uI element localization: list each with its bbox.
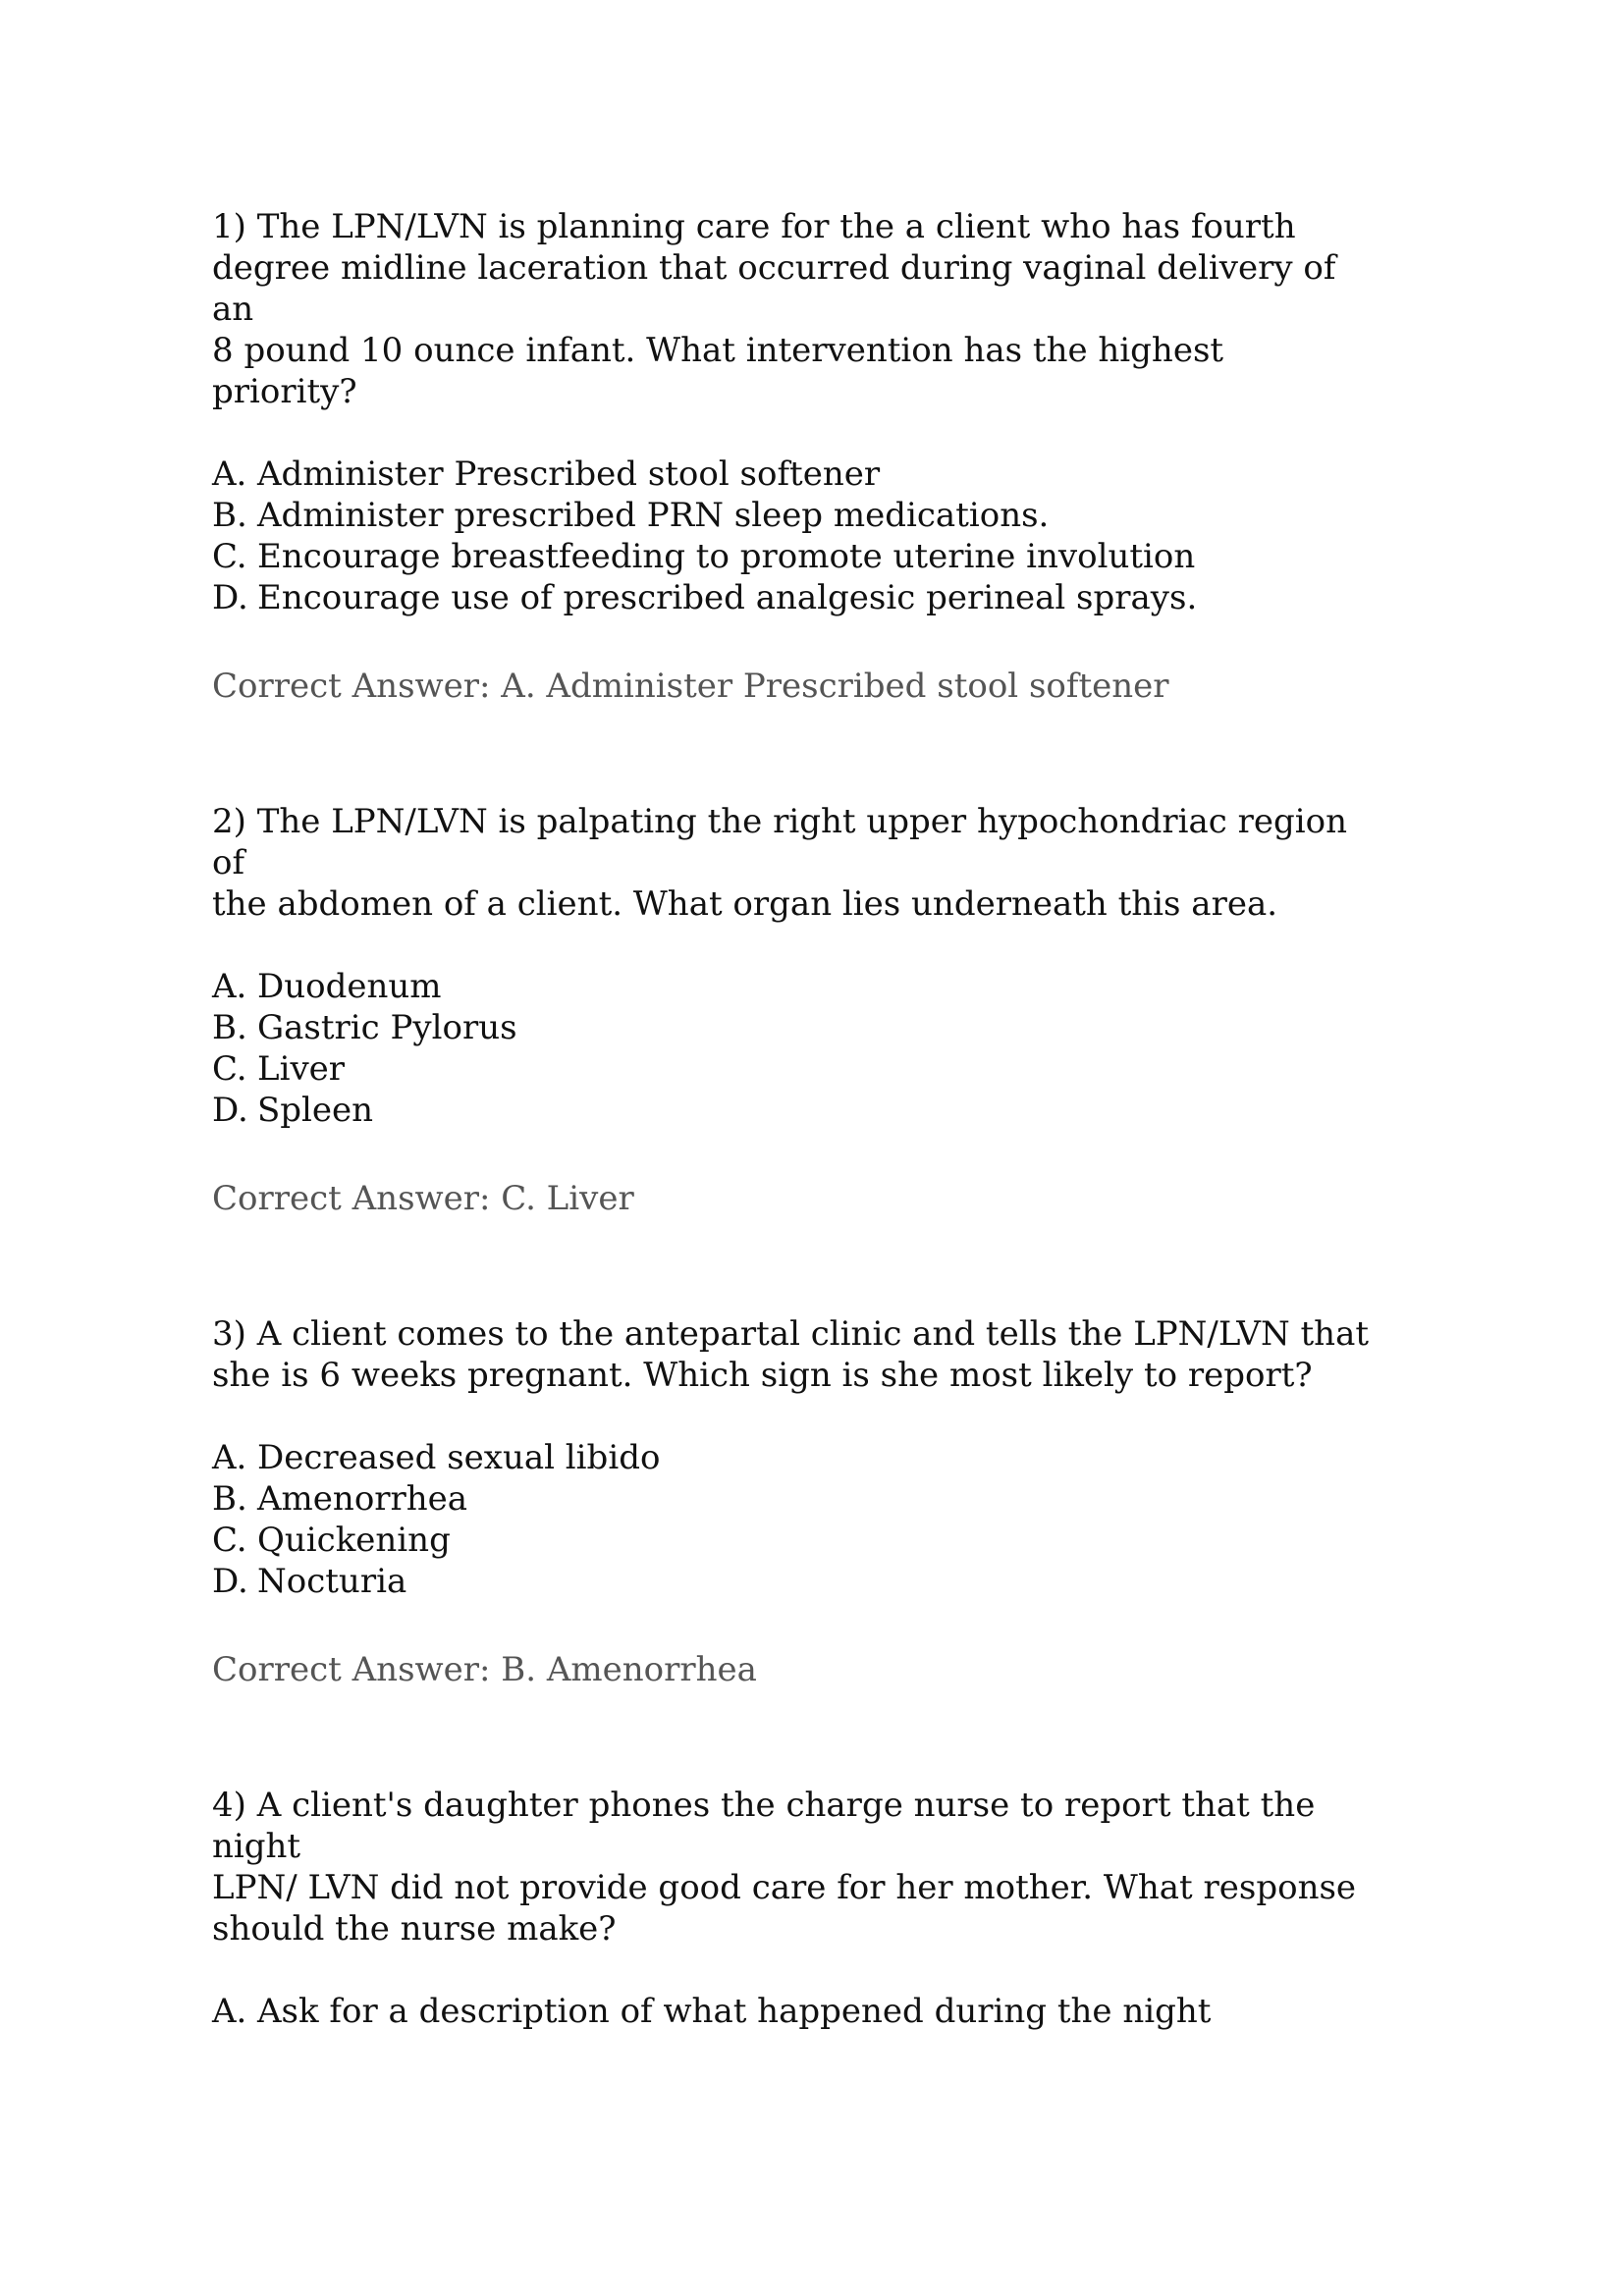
question-3 — [212, 1313, 1371, 1690]
spacer — [212, 707, 1371, 801]
option-b — [212, 1007, 1371, 1048]
option-text: Nocturia — [257, 1562, 407, 1601]
option-letter: B. — [212, 1479, 247, 1519]
option-a — [212, 454, 1371, 495]
option-text: Amenorrhea — [257, 1479, 468, 1519]
option-letter: A. — [212, 454, 247, 494]
option-text: Administer Prescribed stool softener — [257, 454, 881, 494]
option-letter: B. — [212, 1008, 247, 1047]
answer-options — [212, 454, 1371, 618]
correct-answer: Correct Answer: B. Amenorrhea — [212, 1650, 757, 1689]
question-1 — [212, 206, 1371, 707]
option-letter: A. — [212, 1992, 247, 2031]
option-text: Gastric Pylorus — [257, 1008, 517, 1047]
option-letter: C. — [212, 1049, 247, 1089]
option-letter: C. — [212, 537, 247, 576]
question-4 — [212, 1785, 1371, 2032]
option-text: Administer prescribed PRN sleep medications. — [257, 496, 1050, 535]
option-text: Quickening — [257, 1521, 451, 1560]
option-c — [212, 536, 1371, 577]
spacer — [212, 1219, 1371, 1313]
question-2 — [212, 801, 1371, 1219]
option-a — [212, 1437, 1371, 1478]
option-d — [212, 1561, 1371, 1602]
option-d — [212, 577, 1371, 618]
option-letter: D. — [212, 1562, 248, 1601]
option-letter: D. — [212, 578, 248, 617]
option-b — [212, 1478, 1371, 1520]
option-letter: D. — [212, 1091, 248, 1130]
option-text: Ask for a description of what happened during the night — [257, 1992, 1212, 2031]
question-text: 1) The LPN/LVN is planning care for the a client who has fourth degree midline laceration that occurred during vaginal delivery of an 8 pound 10 ounce infant. What intervention has the highest priority? — [212, 207, 1336, 411]
spacer — [212, 1690, 1371, 1785]
option-text: Encourage breastfeeding to promote uterine involution — [257, 537, 1196, 576]
option-a — [212, 1991, 1371, 2032]
question-text: 3) A client comes to the antepartal clinic and tells the LPN/LVN that she is 6 weeks pregnant. Which sign is she most likely to report? — [212, 1314, 1369, 1395]
question-text: 4) A client's daughter phones the charge nurse to report that the night LPN/ LVN did not provide good care for her mother. What response should the nurse make? — [212, 1786, 1357, 1949]
option-letter: B. — [212, 496, 247, 535]
question-text: 2) The LPN/LVN is palpating the right upper hypochondriac region of the abdomen of a client. What organ lies underneath this area. — [212, 802, 1347, 924]
correct-answer: Correct Answer: A. Administer Prescribed stool softener — [212, 667, 1169, 706]
option-a — [212, 966, 1371, 1007]
document-page — [212, 206, 1371, 2032]
answer-options — [212, 1991, 1371, 2032]
correct-answer: Correct Answer: C. Liver — [212, 1179, 634, 1218]
option-letter: A. — [212, 967, 247, 1006]
option-letter: C. — [212, 1521, 247, 1560]
option-c — [212, 1048, 1371, 1090]
option-text: Spleen — [257, 1091, 374, 1130]
option-text: Encourage use of prescribed analgesic perineal sprays. — [257, 578, 1198, 617]
option-text: Decreased sexual libido — [257, 1438, 661, 1477]
option-b — [212, 495, 1371, 536]
option-text: Duodenum — [257, 967, 442, 1006]
answer-options — [212, 966, 1371, 1131]
option-letter: A. — [212, 1438, 247, 1477]
option-d — [212, 1090, 1371, 1131]
answer-options — [212, 1437, 1371, 1602]
option-c — [212, 1520, 1371, 1561]
option-text: Liver — [257, 1049, 346, 1089]
